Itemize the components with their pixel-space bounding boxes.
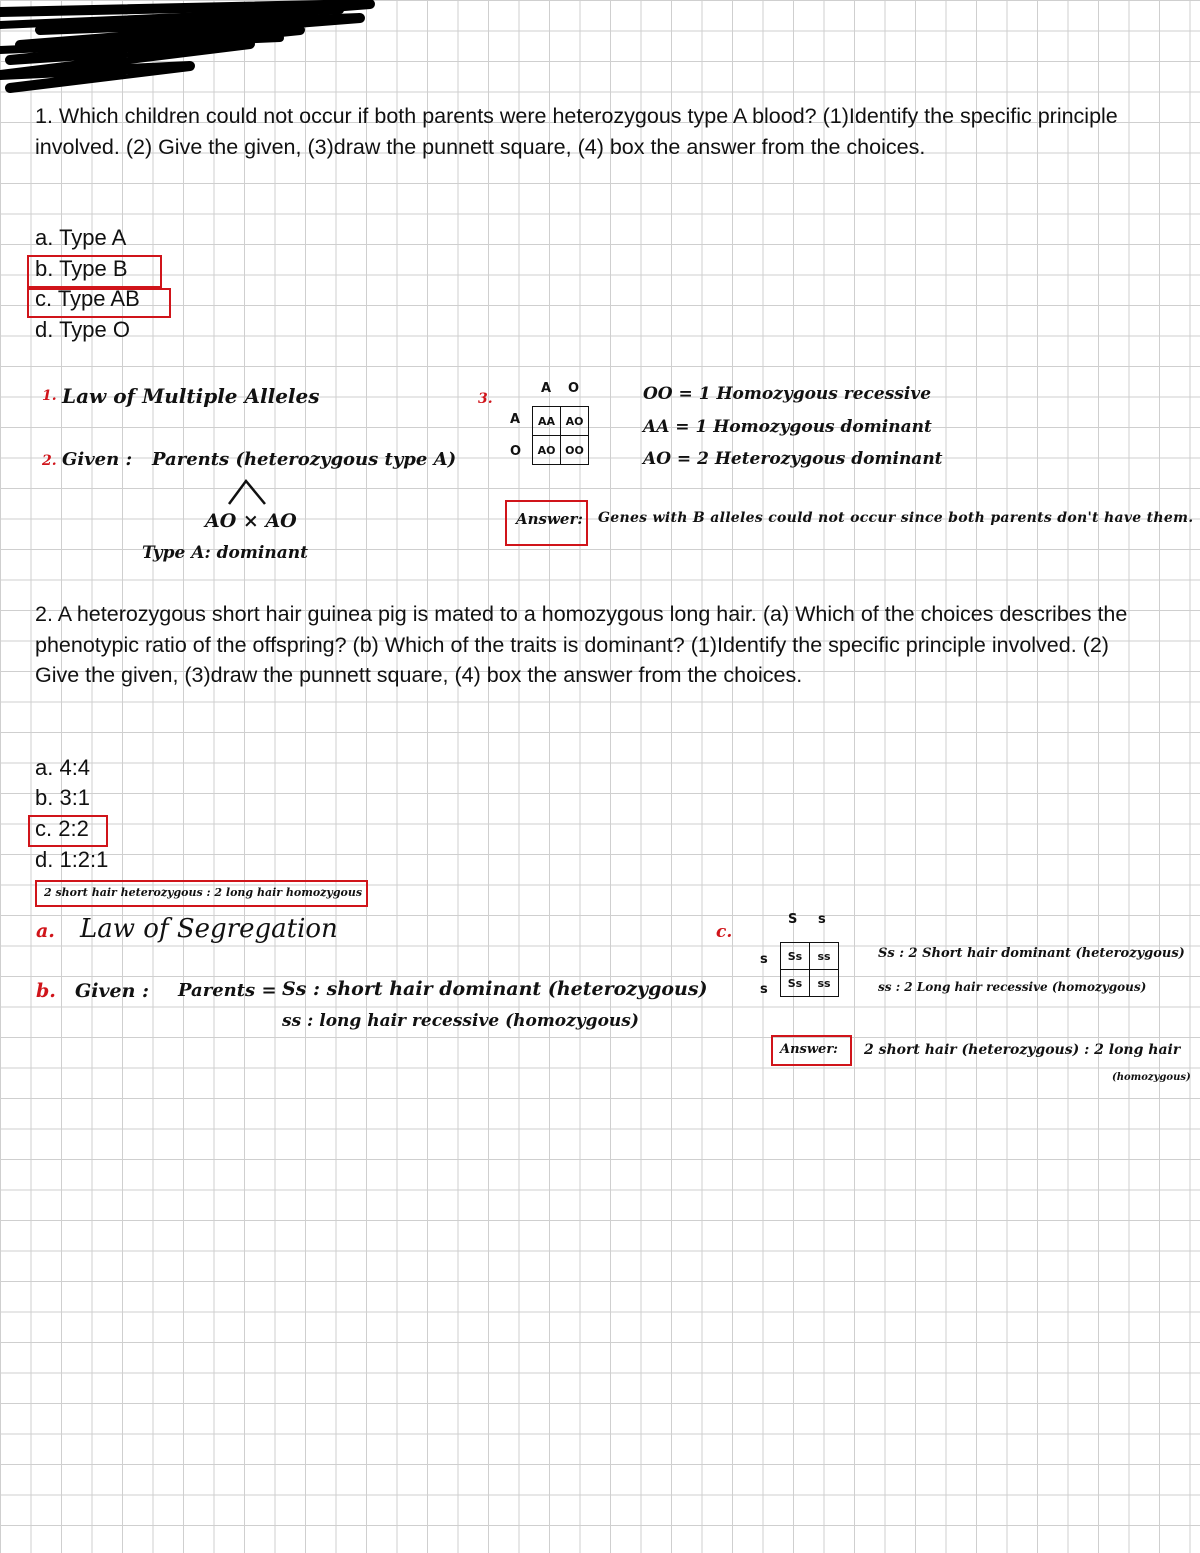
q2-given-line-1: Ss : short hair dominant (heterozygous) bbox=[282, 978, 708, 1000]
q2-given-label: Given : bbox=[75, 980, 150, 1002]
q1-step-2-number: 2. bbox=[42, 453, 57, 469]
q1-given-label: Given : bbox=[62, 449, 133, 470]
q2-principle: Law of Segregation bbox=[80, 914, 338, 944]
q2-option-c[interactable]: c. 2:2 bbox=[35, 816, 89, 841]
q2-punnett-cell: Ss bbox=[781, 943, 810, 970]
q2-punnett-cell: ss bbox=[810, 970, 839, 997]
q1-type-line: Type A: dominant bbox=[142, 543, 308, 563]
question-1-text: 1. Which children could not occur if both parents were heterozygous type A blood? (1)Identify the specific principle involved. (2) Give the given, (3)draw the punnett square, (4) box the answer from the choices. bbox=[35, 104, 1118, 159]
q2-punnett-col-1: S bbox=[788, 912, 798, 927]
q1-answer-text: Genes with B alleles could not occur since both parents don't have them. bbox=[598, 510, 1194, 526]
q1-step-3-number: 3. bbox=[478, 391, 493, 407]
q1-punnett-row-1: A bbox=[510, 412, 521, 427]
q2-punnett-square bbox=[758, 912, 850, 1004]
q2-punnett-row-1: s bbox=[760, 952, 768, 967]
q2-step-a-label: a. bbox=[36, 920, 55, 942]
q1-cross-caret bbox=[226, 478, 268, 506]
q2-option-a[interactable]: a. 4:4 bbox=[35, 755, 91, 780]
q1-punnett-col-2: O bbox=[568, 381, 580, 396]
q1-punnett-row-2: O bbox=[510, 444, 522, 459]
q1-cross: AO × AO bbox=[205, 510, 297, 532]
q2-ratio-text: 2 short hair heterozygous : 2 long hair homozygous bbox=[44, 886, 363, 899]
q2-answer-box-c bbox=[28, 815, 108, 847]
q1-option-c[interactable]: c. Type AB bbox=[35, 286, 140, 311]
q1-punnett-square bbox=[508, 378, 608, 473]
q2-punnett-row-2: s bbox=[760, 982, 768, 997]
q1-option-d[interactable]: d. Type O bbox=[35, 317, 130, 342]
q1-punnett-cell: AO bbox=[533, 436, 561, 465]
q2-punnett-cell: Ss bbox=[781, 970, 810, 997]
q2-given-line-2: ss : long hair recessive (homozygous) bbox=[282, 1011, 639, 1031]
q1-step-1-number: 1. bbox=[42, 388, 57, 404]
q2-answer-label: Answer: bbox=[780, 1042, 838, 1057]
q2-step-c-label: c. bbox=[716, 922, 733, 942]
q1-option-b[interactable]: b. Type B bbox=[35, 256, 128, 281]
redaction-scribble bbox=[0, 0, 400, 95]
question-2-text: 2. A heterozygous short hair guinea pig is mated to a homozygous long hair. (a) Which of the choices describes the phenotypic ratio of the offspring? (b) Which of the traits is dominant? (1)Identify the specific principle involved. (2) Give the given, (3)draw the punnett square, (4) box the answer from the choices. bbox=[35, 602, 1128, 687]
q1-punnett-cell: OO bbox=[561, 436, 589, 465]
q2-punnett-col-2: s bbox=[818, 912, 826, 927]
q1-punnett-col-1: A bbox=[541, 381, 552, 396]
q1-principle: Law of Multiple Alleles bbox=[62, 384, 320, 408]
q1-option-a[interactable]: a. Type A bbox=[35, 225, 127, 250]
q2-option-b[interactable]: b. 3:1 bbox=[35, 785, 91, 810]
q2-option-d[interactable]: d. 1:2:1 bbox=[35, 847, 109, 872]
q1-result-aa: AA = 1 Homozygous dominant bbox=[643, 417, 932, 437]
q2-result-ss-hom: ss : 2 Long hair recessive (homozygous) bbox=[878, 980, 1147, 994]
q1-punnett-cell: AO bbox=[561, 407, 589, 436]
q1-parents: Parents (heterozygous type A) bbox=[152, 449, 457, 470]
q1-result-oo: OO = 1 Homozygous recessive bbox=[643, 384, 932, 404]
q1-answer-box-c bbox=[27, 288, 171, 318]
q2-result-ss-het: Ss : 2 Short hair dominant (heterozygous) bbox=[878, 946, 1185, 961]
q2-answer-text: 2 short hair (heterozygous) : 2 long hair bbox=[864, 1042, 1181, 1058]
q1-answer-label: Answer: bbox=[516, 510, 583, 528]
q2-answer-text-2: (homozygous) bbox=[1112, 1072, 1191, 1083]
q2-step-b-label: b. bbox=[36, 980, 56, 1002]
q2-punnett-cell: ss bbox=[810, 943, 839, 970]
q1-result-ao: AO = 2 Heterozygous dominant bbox=[643, 449, 943, 469]
q2-parents-label: Parents = bbox=[178, 980, 277, 1001]
q1-answer-box-b bbox=[27, 255, 162, 288]
q1-punnett-cell: AA bbox=[533, 407, 561, 436]
